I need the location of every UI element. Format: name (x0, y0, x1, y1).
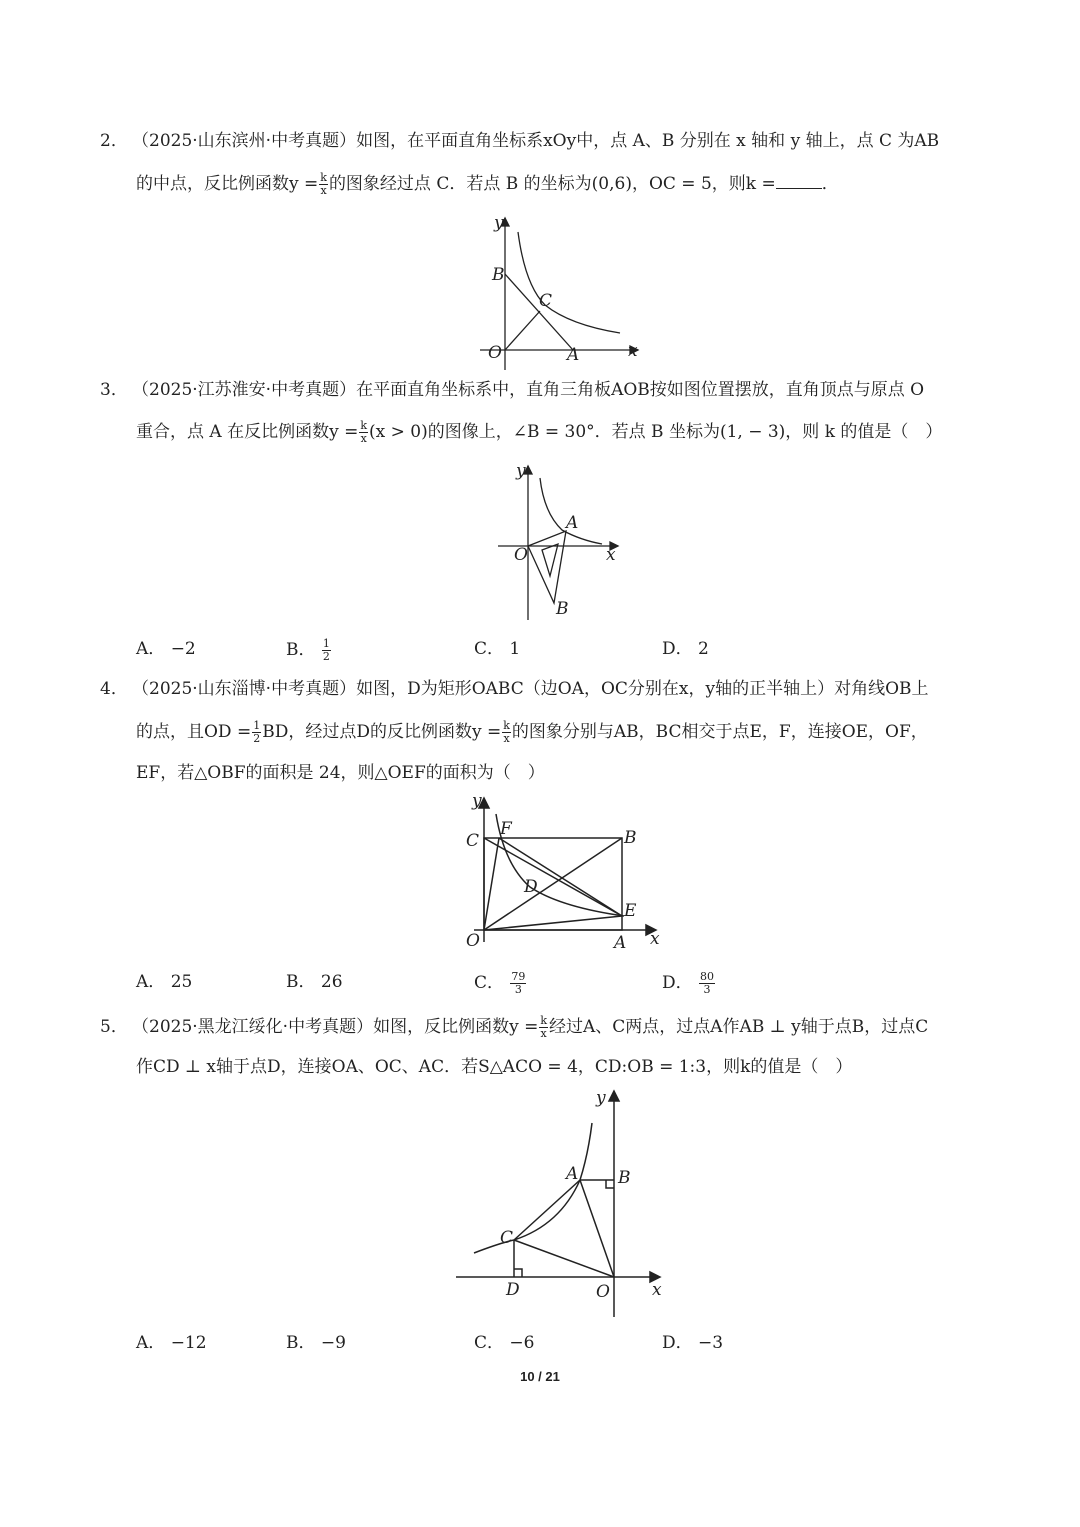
q5-choice-d[interactable]: D． −3 (662, 1333, 724, 1353)
q2-text-2b: 的图象经过点 C．若点 B 的坐标为(0,6)，OC = 5，则k = (328, 174, 776, 194)
q3-figure (492, 458, 632, 623)
q5-label-D: D (506, 1280, 520, 1300)
q3-line2 (136, 420, 942, 445)
q4-label-A: A (614, 933, 627, 952)
q3-label-B: B (556, 599, 569, 619)
q3-triangle-inner (542, 544, 558, 576)
q4-fraction-2: $\frac{k}{x}$ (503, 719, 510, 745)
q3-text-1: （2025·江苏淮安·中考真题）在平面直角坐标系中，直角三角板AOB按如图位置摆放，直角顶点与原点 O (132, 380, 925, 400)
q2-text-2a: 的中点，反比例函数y = (136, 174, 319, 194)
q5-choice-c[interactable]: C． −6 (474, 1333, 535, 1353)
q3-choice-b[interactable]: B． $\frac{1}{2}$ (286, 637, 330, 663)
q3-text-2b: (x > 0)的图像上，∠B = 30°．若点 B 坐标为(1, − 3)，则 k 的值是（ ） (369, 422, 943, 442)
q4-line1 (100, 678, 929, 700)
q4-label-E: E (624, 901, 637, 921)
q2-fraction: $\frac{k}{x}$ (320, 171, 327, 197)
q3-label-y: y (516, 461, 526, 481)
q4-label-D: D (524, 877, 538, 897)
q5-y-arrow (609, 1091, 619, 1101)
page-number: 10 / 21 (520, 1369, 560, 1384)
q4-choice-b[interactable]: B． 26 (286, 972, 343, 992)
q5-right-angle-B (606, 1180, 614, 1188)
q5-line1 (100, 1015, 928, 1040)
q2-line1 (100, 130, 939, 152)
q5-figure (450, 1085, 670, 1325)
q4-text-2b: BD，经过点D的反比例函数y = (262, 722, 502, 742)
q4-line3 (136, 762, 545, 784)
q4-text-1: （2025·山东淄博·中考真题）如图，D为矩形OABC（边OA，OC分别在x，y轴的正半轴上）对角线OB上 (132, 679, 929, 699)
q4-label-x: x (650, 929, 660, 949)
q4-line2 (136, 720, 928, 745)
q4-text-2a: 的点，且OD = (136, 722, 252, 742)
q3-choice-a[interactable]: A． −2 (136, 639, 196, 659)
q2-label-A: A (567, 345, 580, 365)
q5-hyperbola (474, 1123, 592, 1253)
q4-label-B: B (624, 828, 637, 848)
q3-choice-d[interactable]: D． 2 (662, 639, 709, 659)
q4-choice-a[interactable]: A． 25 (136, 972, 193, 992)
q4-number: 4． (100, 679, 128, 699)
q4-label-C: C (466, 831, 480, 851)
q5-label-O: O (596, 1282, 610, 1302)
q5-segment-AC (514, 1180, 580, 1240)
q4-hyperbola (496, 814, 624, 916)
q5-choice-a[interactable]: A． −12 (136, 1333, 207, 1353)
q3-fraction: $\frac{k}{x}$ (360, 419, 368, 445)
q3-choice-c[interactable]: C． 1 (474, 639, 521, 659)
q2-label-C: C (539, 291, 553, 311)
q4-label-y: y (472, 792, 482, 811)
q4-diagonal-OB (484, 838, 622, 930)
q4-fraction-1: $\frac{1}{2}$ (253, 719, 261, 745)
q3-hyperbola (540, 478, 602, 544)
q3-line1 (100, 379, 924, 401)
q3-label-x: x (606, 545, 616, 565)
q4-segment-OE (484, 916, 622, 930)
q3-text-2a: 重合，点 A 在反比例函数y = (136, 422, 359, 442)
q2-number: 2． (100, 131, 128, 151)
q5-label-A: A (566, 1164, 579, 1184)
q4-label-O: O (466, 931, 480, 951)
q5-text-1b: 经过A、C两点，过点A作AB ⊥ y轴于点B，过点C (549, 1017, 929, 1037)
q5-label-C: C (500, 1228, 514, 1248)
q5-segment-OA (580, 1180, 614, 1277)
q2-text-2end: ． (821, 174, 839, 194)
q2-text-1: （2025·山东滨州·中考真题）如图，在平面直角坐标系xOy中，点 A、B 分别在 x 轴和 y 轴上，点 C 为AB (132, 131, 940, 151)
q4-figure (452, 792, 672, 952)
q2-label-x: x (628, 341, 638, 361)
q2-segment-OC (505, 311, 540, 350)
q4-choice-d[interactable]: D． $\frac{80}{3}$ (662, 970, 715, 996)
q5-text-2: 作CD ⊥ x轴于点D，连接OA、OC、AC．若S△ACO = 4，CD:OB = 1:3，则k的值是（ ） (136, 1057, 853, 1077)
q5-right-angle-D (514, 1269, 522, 1277)
q2-figure (470, 210, 650, 370)
q2-answer-blank (776, 174, 822, 189)
q2-line2 (136, 172, 839, 197)
q4-text-3: EF，若△OBF的面积是 24，则△OEF的面积为（ ） (136, 763, 545, 783)
q2-label-B: B (492, 265, 505, 285)
q3-number: 3． (100, 380, 128, 400)
q5-line2 (136, 1056, 852, 1078)
q5-number: 5． (100, 1017, 128, 1037)
q5-label-B: B (618, 1168, 631, 1188)
q4-choice-c[interactable]: C． $\frac{79}{3}$ (474, 970, 526, 996)
q5-label-x: x (652, 1280, 662, 1300)
q5-segment-OC (514, 1240, 614, 1277)
q5-label-y: y (596, 1088, 606, 1108)
q2-label-O: O (488, 343, 502, 363)
q5-choice-b[interactable]: B． −9 (286, 1333, 346, 1353)
q5-text-1a: （2025·黑龙江绥化·中考真题）如图，反比例函数y = (132, 1017, 539, 1037)
q3-label-A: A (566, 513, 579, 533)
q4-label-F: F (500, 819, 512, 839)
q3-label-O: O (514, 545, 528, 565)
q2-label-y: y (494, 213, 504, 233)
q5-fraction: $\frac{k}{x}$ (540, 1014, 547, 1040)
q4-text-2c: 的图象分别与AB，BC相交于点E，F，连接OE，OF， (511, 722, 928, 742)
q4-segment-OF (484, 838, 499, 930)
